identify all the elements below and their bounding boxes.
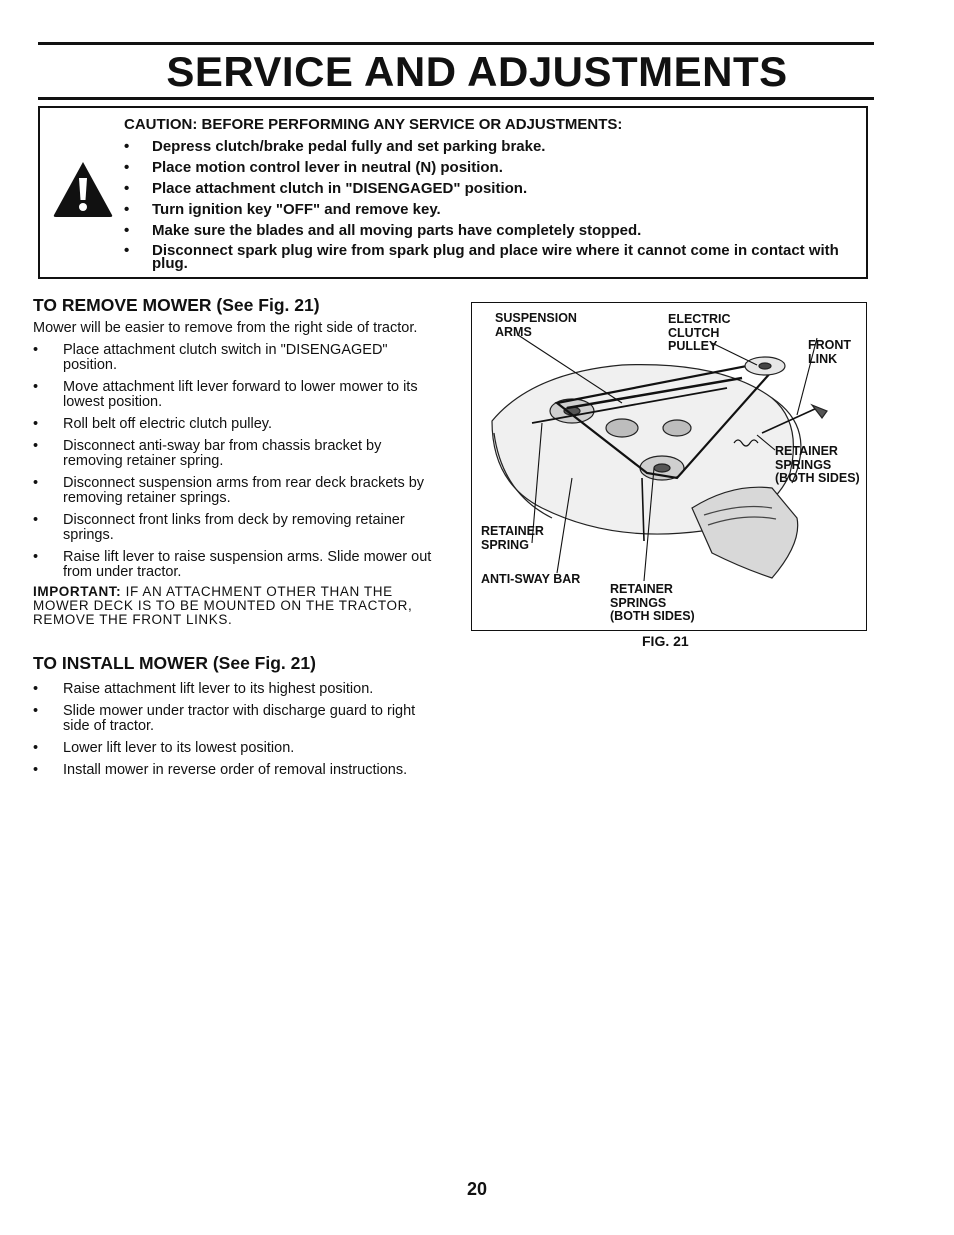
install-mower-heading: TO INSTALL MOWER (See Fig. 21) [33,653,316,673]
label-retainer-springs-bottom: RETAINER SPRINGS (BOTH SIDES) [610,582,695,623]
list-item: • Slide mower under tractor with discharge guard to right side of tractor. [33,704,433,734]
list-item: • Roll belt off electric clutch pulley. [33,417,433,432]
page-title: SERVICE AND ADJUSTMENTS [166,48,788,95]
figure-21 [471,302,867,631]
important-label: IMPORTANT: [33,584,122,599]
important-text: IF AN ATTACHMENT OTHER THAN THE MOWER DECK IS TO BE MOUNTED ON THE TRACTOR, REMOVE THE FRONT LINKS. [33,584,413,627]
label-suspension-arms: SUSPENSION ARMS [495,311,577,339]
list-item: • Disconnect front links from deck by removing retainer springs. [33,513,433,543]
caution-heading: CAUTION: BEFORE PERFORMING ANY SERVICE OR ADJUSTMENTS: [124,116,623,133]
title-bottom-rule [38,97,874,100]
label-retainer-springs-right: RETAINER SPRINGS (BOTH SIDES) [775,444,860,485]
label-anti-sway-bar: ANTI-SWAY BAR [481,572,581,586]
remove-mower-heading: TO REMOVE MOWER (See Fig. 21) [33,295,320,315]
label-front-link: FRONT LINK [808,338,852,366]
caution-item: • Place motion control lever in neutral (N) position. [124,160,854,176]
caution-item: • Place attachment clutch in "DISENGAGED" position. [124,181,854,197]
list-item: • Disconnect suspension arms from rear deck brackets by removing retainer springs. [33,476,433,506]
remove-mower-section [33,295,433,627]
figure-caption: FIG. 21 [642,633,689,649]
install-steps-list [33,682,433,778]
caution-item: • Disconnect spark plug wire from spark plug and place wire where it cannot come in contact with plug. [124,244,854,270]
list-item: • Place attachment clutch switch in "DISENGAGED" position. [33,343,433,373]
page-number: 20 [466,1179,488,1199]
remove-intro: Mower will be easier to remove from the right side of tractor. [33,320,418,336]
label-electric-clutch-pulley: ELECTRIC CLUTCH PULLEY [668,312,731,353]
label-retainer-spring: RETAINER SPRING [481,524,544,552]
list-item: • Install mower in reverse order of removal instructions. [33,763,433,778]
title-top-rule [38,42,874,45]
install-mower-section [33,653,433,785]
caution-item: • Make sure the blades and all moving parts have completely stopped. [124,223,854,239]
list-item: • Lower lift lever to its lowest position. [33,741,433,756]
caution-item: • Turn ignition key "OFF" and remove key. [124,202,854,218]
warning-triangle-icon [52,160,114,218]
caution-list [124,139,854,275]
important-note [33,585,433,627]
list-item: • Raise lift lever to raise suspension arms. Slide mower out from under tractor. [33,550,433,580]
caution-item: • Depress clutch/brake pedal fully and set parking brake. [124,139,854,155]
list-item: • Raise attachment lift lever to its highest position. [33,682,433,697]
list-item: • Move attachment lift lever forward to lower mower to its lowest position. [33,380,433,410]
remove-steps-list [33,343,433,580]
list-item: • Disconnect anti-sway bar from chassis bracket by removing retainer spring. [33,439,433,469]
caution-box [38,106,868,279]
